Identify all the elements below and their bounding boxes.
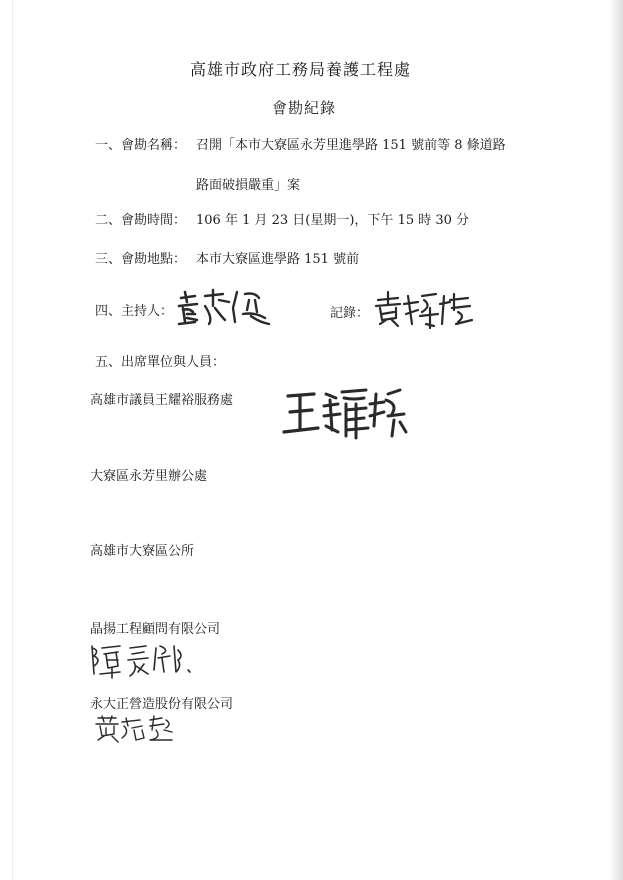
- attendee-unit: 晶揚工程顧問有限公司: [90, 622, 221, 637]
- host-signature: [175, 288, 275, 328]
- attendee-unit: 高雄市議員王耀裕服務處: [90, 393, 234, 408]
- jingyang-rep-signature: [86, 640, 202, 680]
- councilor-signature: [280, 386, 410, 444]
- attendee-unit: 大寮區永芳里辦公處: [90, 469, 208, 484]
- meeting-name-label: 一、會勘名稱：: [95, 138, 187, 153]
- meeting-place-value: 本市大寮區進學路 151 號前: [196, 252, 360, 267]
- recorder-label: 記錄：: [330, 306, 370, 321]
- scan-edge-line: [12, 0, 13, 880]
- yongda-rep-signature: [92, 714, 176, 744]
- attendee-unit: 永大正營造股份有限公司: [90, 697, 234, 712]
- attendee-unit: 高雄市大寮區公所: [90, 544, 195, 559]
- host-label: 四、主持人：: [95, 304, 174, 319]
- document-title: 高雄市政府工務局養護工程處: [190, 60, 412, 79]
- meeting-name-value-line2: 路面破損嚴重」案: [196, 178, 301, 193]
- meeting-name-value-line1: 召開「本市大寮區永芳里進學路 151 號前等 8 條道路: [196, 138, 506, 153]
- scan-edge-shadow: [609, 0, 623, 880]
- meeting-time-value: 106 年 1 月 23 日(星期一)，下午 15 時 30 分: [196, 213, 470, 228]
- attendees-label: 五、出席單位與人員：: [95, 355, 226, 370]
- document-subtitle: 會勘紀錄: [272, 99, 337, 117]
- recorder-signature: [372, 290, 476, 330]
- meeting-place-label: 三、會勘地點：: [95, 252, 187, 267]
- meeting-time-label: 二、會勘時間：: [95, 213, 187, 228]
